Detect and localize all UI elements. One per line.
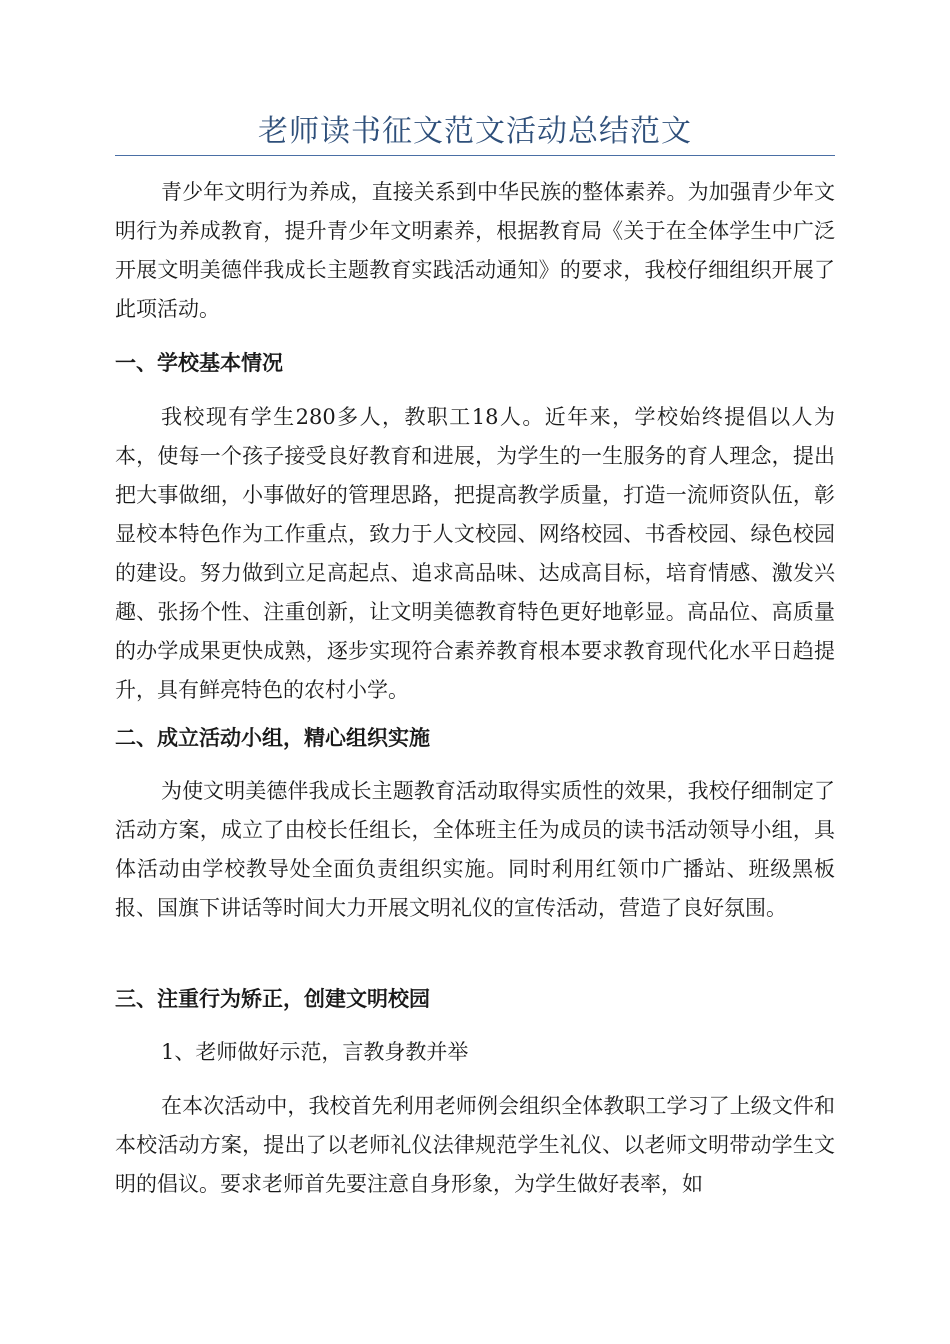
section-2-paragraph: 为使文明美德伴我成长主题教育活动取得实质性的效果，我校仔细制定了活动方案，成立了由校长任组长，全体班主任为成员的读书活动领导小组，具体活动由学校教导处全面负责组织实施。同时利用红领巾广播站、班级黑板报、国旗下讲话等时间大力开展文明礼仪的宣传活动，营造了良好氛围。 (115, 779, 835, 920)
section-3-paragraph: 在本次活动中，我校首先利用老师例会组织全体教职工学习了上级文件和本校活动方案，提出了以老师礼仪法律规范学生礼仪、以老师文明带动学生文明的倡议。要求老师首先要注意自身形象，为学生做好表率，如 (115, 1094, 835, 1196)
intro-paragraph: 青少年文明行为养成，直接关系到中华民族的整体素养。为加强青少年文明行为养成教育，提升青少年文明素养，根据教育局《关于在全体学生中广泛开展文明美德伴我成长主题教育实践活动通知》的要求，我校仔细组织开展了此项活动。 (115, 180, 835, 321)
section-3-heading: 三、注重行为矫正，创建文明校园 (115, 987, 430, 1011)
section-1-heading: 一、学校基本情况 (115, 351, 283, 375)
section-1-paragraph: 我校现有学生280多人，教职工18人。近年来，学校始终提倡以人为本，使每一个孩子接受良好教育和进展，为学生的一生服务的育人理念，提出把大事做细，小事做好的管理思路，把提高教学质量，打造一流师资队伍，彰显校本特色作为工作重点，致力于人文校园、网络校园、书香校园、绿色校园的建设。努力做到立足高起点、追求高品味、达成高目标，培育情感、激发兴趣、张扬个性、注重创新，让文明美德教育特色更好地彰显。高品位、高质量的办学成果更快成熟，逐步实现符合素养教育根本要求教育现代化水平日趋提升，具有鲜亮特色的农村小学。 (115, 405, 835, 702)
document-title: 老师读书征文范文活动总结范文 (258, 114, 692, 149)
section-3-subheading: 1、老师做好示范，言教身教并举 (161, 1040, 469, 1064)
title-underline (115, 155, 835, 156)
section-2-heading: 二、成立活动小组，精心组织实施 (115, 726, 430, 750)
